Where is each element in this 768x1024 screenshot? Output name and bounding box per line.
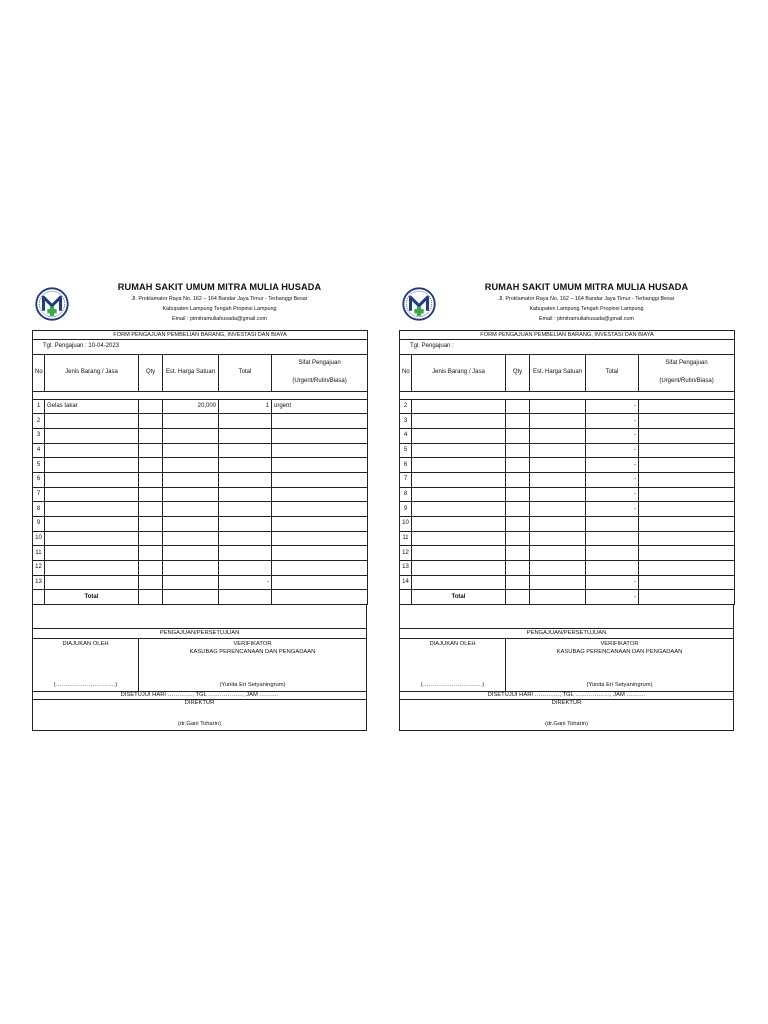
table-row (33, 443, 368, 458)
cell-no: 1 (33, 399, 45, 414)
notes-area[interactable] (400, 605, 733, 629)
cell-no: 6 (33, 472, 45, 487)
cell-sifat[interactable] (272, 575, 368, 590)
items-table (32, 330, 368, 605)
verifier-box (139, 639, 366, 691)
verifier-name: (Yunita Eri Setyaningrum) (219, 682, 286, 689)
cell-jenis[interactable] (412, 472, 506, 487)
approval-section (399, 605, 734, 731)
cell-qty[interactable] (139, 428, 163, 443)
director-name: (dr.Gani Toharin) (177, 721, 222, 728)
hospital-address: Jl. Proklamator Raya No. 162 – 164 Bandar Jaya Timur - Terbanggi Besar (131, 296, 308, 302)
cell-total[interactable]: - (219, 575, 272, 590)
form-header (32, 278, 367, 330)
cell-total[interactable] (219, 443, 272, 458)
cell-harga[interactable] (163, 443, 219, 458)
total-label: Total (412, 590, 506, 605)
submitter-signature[interactable]: (………………………….) (420, 682, 485, 689)
form-right (399, 278, 734, 731)
cell-jenis[interactable] (45, 487, 139, 502)
cell-total[interactable] (219, 472, 272, 487)
approval-title: PENGAJUAN/PERSETUJUAN (400, 629, 733, 639)
verifier-name: (Yunita Eri Setyaningrum) (586, 682, 653, 689)
cell-no: 6 (400, 458, 412, 473)
total-row (400, 590, 735, 605)
table-row (400, 517, 735, 532)
cell-harga[interactable] (530, 472, 586, 487)
cell-total[interactable] (219, 546, 272, 561)
cell-no: 3 (33, 428, 45, 443)
cell-no: 4 (400, 428, 412, 443)
cell-jenis[interactable] (45, 472, 139, 487)
cell-harga[interactable] (530, 561, 586, 576)
cell-qty[interactable] (506, 561, 530, 576)
cell-sifat[interactable] (639, 575, 735, 590)
total-label: Total (45, 590, 139, 605)
table-row (400, 502, 735, 517)
cell-jenis[interactable] (45, 531, 139, 546)
cell-sifat[interactable] (639, 414, 735, 429)
cell-total[interactable]: - (586, 458, 639, 473)
submitted-by-box (400, 639, 506, 691)
cell-harga[interactable] (530, 531, 586, 546)
cell-jenis[interactable] (45, 414, 139, 429)
cell-qty[interactable] (506, 428, 530, 443)
approval-title: PENGAJUAN/PERSETUJUAN (33, 629, 366, 639)
verifier-role: KASUBAG PERENCANAAN DAN PENGADAAN (189, 649, 316, 656)
items-table (399, 330, 735, 605)
cell-total[interactable]: - (586, 414, 639, 429)
cell-harga[interactable] (163, 575, 219, 590)
approval-section (32, 605, 367, 731)
cell-no: 9 (400, 502, 412, 517)
col-qty: Qty (506, 354, 530, 391)
cell-qty[interactable] (506, 472, 530, 487)
cell-harga[interactable] (530, 575, 586, 590)
total-value (219, 590, 272, 605)
cell-harga[interactable] (163, 472, 219, 487)
cell-no: 8 (400, 487, 412, 502)
cell-sifat[interactable] (272, 531, 368, 546)
cell-qty[interactable] (139, 458, 163, 473)
table-row (33, 531, 368, 546)
cell-harga[interactable] (163, 414, 219, 429)
table-row (33, 472, 368, 487)
cell-sifat[interactable] (639, 443, 735, 458)
cell-no: 14 (400, 575, 412, 590)
cell-qty[interactable] (506, 517, 530, 532)
cell-sifat[interactable] (272, 517, 368, 532)
cell-total[interactable]: - (586, 502, 639, 517)
cell-no: 10 (400, 517, 412, 532)
cell-harga[interactable] (530, 487, 586, 502)
cell-total[interactable] (586, 561, 639, 576)
cell-total[interactable] (219, 428, 272, 443)
col-harga: Est. Harga Satuan (530, 354, 586, 391)
cell-jenis[interactable] (412, 502, 506, 517)
cell-jenis[interactable] (45, 561, 139, 576)
cell-qty[interactable] (506, 414, 530, 429)
cell-qty[interactable] (139, 561, 163, 576)
cell-sifat[interactable] (272, 487, 368, 502)
hospital-address: Jl. Proklamator Raya No. 162 – 164 Bandar Jaya Timur - Terbanggi Besar (498, 296, 675, 302)
submitted-by-label: DIAJUKAN OLEH (62, 641, 109, 648)
cell-harga[interactable] (530, 546, 586, 561)
table-row (33, 458, 368, 473)
cell-sifat[interactable] (272, 414, 368, 429)
col-jenis: Jenis Barang / Jasa (412, 354, 506, 391)
col-no: No (33, 354, 45, 391)
submitted-by-label: DIAJUKAN OLEH (429, 641, 476, 648)
table-header (400, 354, 735, 391)
cell-harga[interactable] (530, 399, 586, 414)
col-sifat: Sifat Pengajuan (Urgent/Rutin/Biasa) (272, 354, 368, 391)
cell-jenis[interactable] (412, 443, 506, 458)
cell-jenis[interactable] (45, 443, 139, 458)
cell-sifat[interactable] (272, 472, 368, 487)
cell-total[interactable]: - (586, 487, 639, 502)
cell-qty[interactable] (139, 414, 163, 429)
cell-jenis[interactable] (45, 428, 139, 443)
cell-total[interactable]: - (586, 443, 639, 458)
cell-no: 8 (33, 502, 45, 517)
cell-total[interactable]: - (586, 428, 639, 443)
total-value: - (586, 590, 639, 605)
cell-qty[interactable] (506, 399, 530, 414)
cell-sifat[interactable] (639, 502, 735, 517)
cell-total[interactable] (219, 531, 272, 546)
cell-no: 3 (400, 414, 412, 429)
cell-total[interactable] (586, 517, 639, 532)
cell-no: 12 (400, 546, 412, 561)
table-row (400, 546, 735, 561)
cell-jenis[interactable] (412, 546, 506, 561)
cell-qty[interactable] (139, 399, 163, 414)
cell-no: 2 (33, 414, 45, 429)
cell-sifat[interactable] (639, 399, 735, 414)
cell-sifat[interactable] (272, 458, 368, 473)
table-row (400, 561, 735, 576)
cell-harga[interactable] (163, 561, 219, 576)
cell-jenis[interactable] (45, 517, 139, 532)
table-row (33, 561, 368, 576)
hospital-logo-icon (35, 287, 69, 321)
approved-on: DISETUJUI HARI …………., TGL ………………, JAM ………. (400, 692, 733, 700)
cell-qty[interactable] (139, 546, 163, 561)
cell-jenis[interactable] (45, 458, 139, 473)
hospital-name: RUMAH SAKIT UMUM MITRA MULIA HUSADA (484, 282, 689, 292)
cell-sifat[interactable] (272, 443, 368, 458)
cell-sifat[interactable] (639, 487, 735, 502)
cell-harga[interactable] (530, 443, 586, 458)
cell-harga[interactable] (530, 428, 586, 443)
col-sifat: Sifat Pengajuan (Urgent/Rutin/Biasa) (639, 354, 735, 391)
director-label: DIREKTUR (184, 700, 215, 707)
table-row (33, 517, 368, 532)
cell-qty[interactable] (139, 443, 163, 458)
verifier-role: KASUBAG PERENCANAAN DAN PENGADAAN (556, 649, 683, 656)
cell-jenis[interactable]: Gelas takar (45, 399, 139, 414)
cell-qty[interactable] (139, 531, 163, 546)
table-row (400, 414, 735, 429)
cell-total[interactable] (586, 531, 639, 546)
hospital-email: Email : ptmitramuliahusada@gmail.com (171, 316, 268, 322)
notes-area[interactable] (33, 605, 366, 629)
cell-total[interactable] (219, 561, 272, 576)
cell-total[interactable] (219, 517, 272, 532)
cell-total[interactable]: - (586, 472, 639, 487)
cell-jenis[interactable] (412, 428, 506, 443)
cell-jenis[interactable] (412, 487, 506, 502)
cell-jenis[interactable] (45, 502, 139, 517)
table-row (400, 575, 735, 590)
table-row (400, 399, 735, 414)
cell-qty[interactable] (139, 472, 163, 487)
hospital-email: Email : ptmitramuliahusada@gmail.com (538, 316, 635, 322)
form-title: FORM PENGAJUAN PEMBELIAN BARANG, INVESTASI DAN BIAYA (400, 331, 735, 340)
director-name: (dr.Gani Toharin) (544, 721, 589, 728)
cell-qty[interactable] (139, 487, 163, 502)
cell-sifat[interactable] (639, 428, 735, 443)
cell-no: 5 (33, 458, 45, 473)
cell-harga[interactable] (530, 517, 586, 532)
table-row (400, 458, 735, 473)
cell-sifat[interactable] (272, 428, 368, 443)
cell-no: 12 (33, 561, 45, 576)
submitter-signature[interactable]: (………………………….) (53, 682, 118, 689)
cell-no: 11 (33, 546, 45, 561)
col-harga: Est. Harga Satuan (163, 354, 219, 391)
verifier-label: VERIFIKATOR (233, 641, 272, 648)
cell-harga[interactable] (530, 502, 586, 517)
cell-harga[interactable] (163, 517, 219, 532)
col-total: Total (219, 354, 272, 391)
cell-sifat[interactable] (639, 472, 735, 487)
cell-sifat[interactable] (639, 458, 735, 473)
cell-total[interactable]: - (586, 399, 639, 414)
table-row (400, 443, 735, 458)
cell-no: 13 (400, 561, 412, 576)
cell-sifat[interactable] (639, 531, 735, 546)
cell-jenis[interactable] (412, 414, 506, 429)
table-row (400, 531, 735, 546)
tgl-pengajuan[interactable]: Tgl. Pengajuan : (400, 339, 735, 354)
cell-qty[interactable] (506, 458, 530, 473)
cell-sifat[interactable] (272, 502, 368, 517)
table-row (33, 502, 368, 517)
hospital-region: Kabupaten Lampung Tengah Propinsi Lampung (529, 306, 644, 312)
table-row (33, 428, 368, 443)
table-row (33, 399, 368, 414)
cell-qty[interactable] (139, 502, 163, 517)
cell-harga[interactable]: 20,000 (163, 399, 219, 414)
total-row (33, 590, 368, 605)
cell-harga[interactable] (163, 458, 219, 473)
cell-harga[interactable] (163, 546, 219, 561)
cell-harga[interactable] (163, 487, 219, 502)
cell-no: 9 (33, 517, 45, 532)
director-box (400, 700, 733, 730)
cell-qty[interactable] (506, 531, 530, 546)
cell-qty[interactable] (506, 443, 530, 458)
col-total: Total (586, 354, 639, 391)
cell-no: 10 (33, 531, 45, 546)
cell-jenis[interactable] (412, 575, 506, 590)
cell-jenis[interactable] (412, 531, 506, 546)
cell-sifat[interactable] (639, 561, 735, 576)
cell-jenis[interactable] (45, 575, 139, 590)
cell-jenis[interactable] (412, 517, 506, 532)
approved-on: DISETUJUI HARI …………., TGL ………………, JAM ………. (33, 692, 366, 700)
table-row (33, 575, 368, 590)
form-left (32, 278, 367, 731)
cell-total[interactable]: 1 (219, 399, 272, 414)
director-box (33, 700, 366, 730)
verifier-box (506, 639, 733, 691)
cell-total[interactable] (219, 487, 272, 502)
cell-qty[interactable] (506, 502, 530, 517)
table-row (400, 472, 735, 487)
cell-harga[interactable] (163, 428, 219, 443)
cell-jenis[interactable] (45, 546, 139, 561)
cell-jenis[interactable] (412, 458, 506, 473)
col-no: No (400, 354, 412, 391)
form-header (399, 278, 734, 330)
hospital-name: RUMAH SAKIT UMUM MITRA MULIA HUSADA (117, 282, 322, 292)
cell-no: 11 (400, 531, 412, 546)
cell-qty[interactable] (506, 487, 530, 502)
cell-no: 5 (400, 443, 412, 458)
cell-total[interactable] (219, 502, 272, 517)
cell-no: 4 (33, 443, 45, 458)
cell-harga[interactable] (530, 414, 586, 429)
tgl-pengajuan[interactable]: Tgl. Pengajuan : 10-04-2023 (33, 339, 368, 354)
cell-no: 7 (33, 487, 45, 502)
table-row (33, 414, 368, 429)
cell-qty[interactable] (506, 575, 530, 590)
cell-jenis[interactable] (412, 561, 506, 576)
cell-total[interactable] (219, 458, 272, 473)
cell-total[interactable] (219, 414, 272, 429)
table-row (33, 546, 368, 561)
col-jenis: Jenis Barang / Jasa (45, 354, 139, 391)
cell-jenis[interactable] (412, 399, 506, 414)
cell-sifat[interactable] (639, 546, 735, 561)
table-row (400, 487, 735, 502)
col-qty: Qty (139, 354, 163, 391)
cell-qty[interactable] (139, 517, 163, 532)
cell-sifat[interactable] (639, 517, 735, 532)
cell-harga[interactable] (530, 458, 586, 473)
form-title: FORM PENGAJUAN PEMBELIAN BARANG, INVESTASI DAN BIAYA (33, 331, 368, 340)
hospital-logo-icon (402, 287, 436, 321)
cell-total[interactable]: - (586, 575, 639, 590)
cell-sifat[interactable] (272, 546, 368, 561)
cell-no: 13 (33, 575, 45, 590)
submitted-by-box (33, 639, 139, 691)
cell-sifat[interactable] (272, 561, 368, 576)
cell-qty[interactable] (139, 575, 163, 590)
table-row (33, 487, 368, 502)
verifier-label: VERIFIKATOR (600, 641, 639, 648)
cell-no: 2 (400, 399, 412, 414)
table-header (33, 354, 368, 391)
table-row (400, 428, 735, 443)
cell-sifat[interactable]: urgent (272, 399, 368, 414)
cell-harga[interactable] (163, 531, 219, 546)
cell-harga[interactable] (163, 502, 219, 517)
cell-qty[interactable] (506, 546, 530, 561)
cell-total[interactable] (586, 546, 639, 561)
director-label: DIREKTUR (551, 700, 582, 707)
hospital-region: Kabupaten Lampung Tengah Propinsi Lampung (162, 306, 277, 312)
cell-no: 7 (400, 472, 412, 487)
